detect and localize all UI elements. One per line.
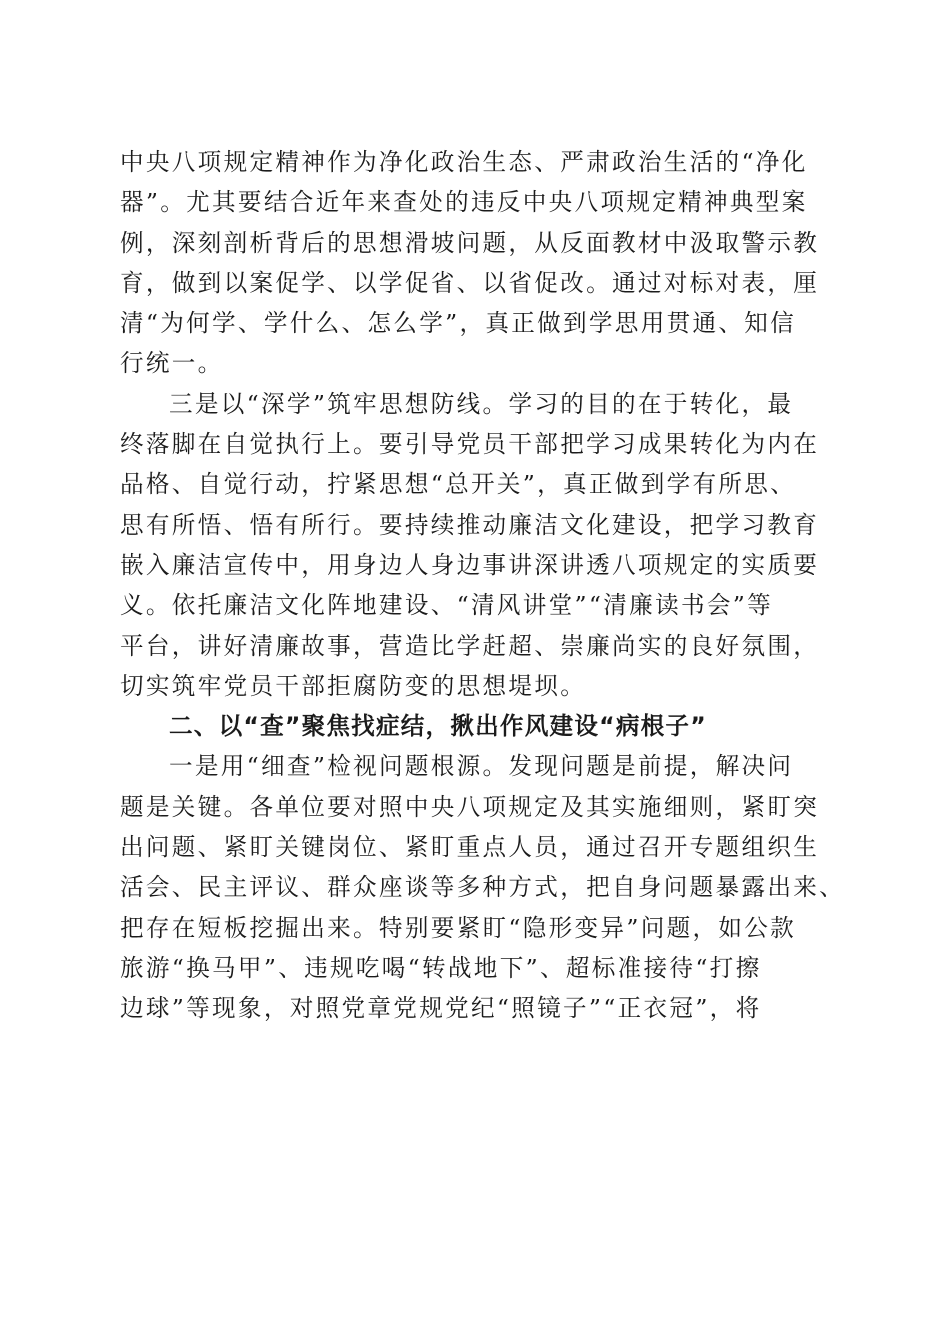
text-line: 活会、民主评议、群众座谈等多种方式，把自身问题暴露出来、 [120,873,846,902]
paragraph-start-line: 三是以“深学”筑牢思想防线。学习的目的在于转化，最 [169,389,794,418]
text-line: 品格、自觉行动，拧紧思想“总开关”，真正做到学有所思、 [120,470,797,499]
text-line: 平台，讲好清廉故事，营造比学赶超、崇廉尚实的良好氛围， [120,631,820,660]
text-line: 终落脚在自觉执行上。要引导党员干部把学习成果转化为内在 [120,430,820,459]
text-line: 清“为何学、学什么、怎么学”，真正做到学思用贯通、知信 [120,309,797,338]
text-line: 育，做到以案促学、以学促省、以省促改。通过对标对表，厘 [120,268,820,297]
text-line: 切实筑牢党员干部拒腐防变的思想堤坝。 [120,671,587,700]
text-line: 义。依托廉洁文化阵地建设、“清风讲堂”“清廉读书会”等 [120,591,774,620]
text-line: 旅游“换马甲”、违规吃喝“转战地下”、超标准接待“打擦 [120,953,762,982]
text-line: 出问题、紧盯关键岗位、紧盯重点人员，通过召开专题组织生 [120,833,820,862]
text-line: 器”。尤其要结合近年来查处的违反中央八项规定精神典型案 [120,188,808,217]
text-line: 题是关键。各单位要对照中央八项规定及其实施细则，紧盯突 [120,792,820,821]
paragraph-start-line: 一是用“细查”检视问题根源。发现问题是前提，解决问 [169,752,794,781]
text-line: 行统一。 [120,349,224,378]
body-text [120,142,846,1029]
section-heading: 二、以“查”聚焦找症结，揪出作风建设“病根子” [169,712,707,741]
text-line: 例，深刻剖析背后的思想滑坡问题，从反面教材中汲取警示教 [120,228,820,257]
text-line: 把存在短板挖掘出来。特别要紧盯“隐形变异”问题，如公款 [120,913,797,942]
text-line: 边球”等现象，对照党章党规党纪“照镜子”“正衣冠”，将 [120,994,762,1023]
text-line: 嵌入廉洁宣传中，用身边人身边事讲深讲透八项规定的实质要 [120,550,820,579]
text-line: 中央八项规定精神作为净化政治生态、严肃政治生活的“净化 [120,148,808,176]
text-line: 思有所悟、悟有所行。要持续推动廉洁文化建设，把学习教育 [120,510,820,539]
